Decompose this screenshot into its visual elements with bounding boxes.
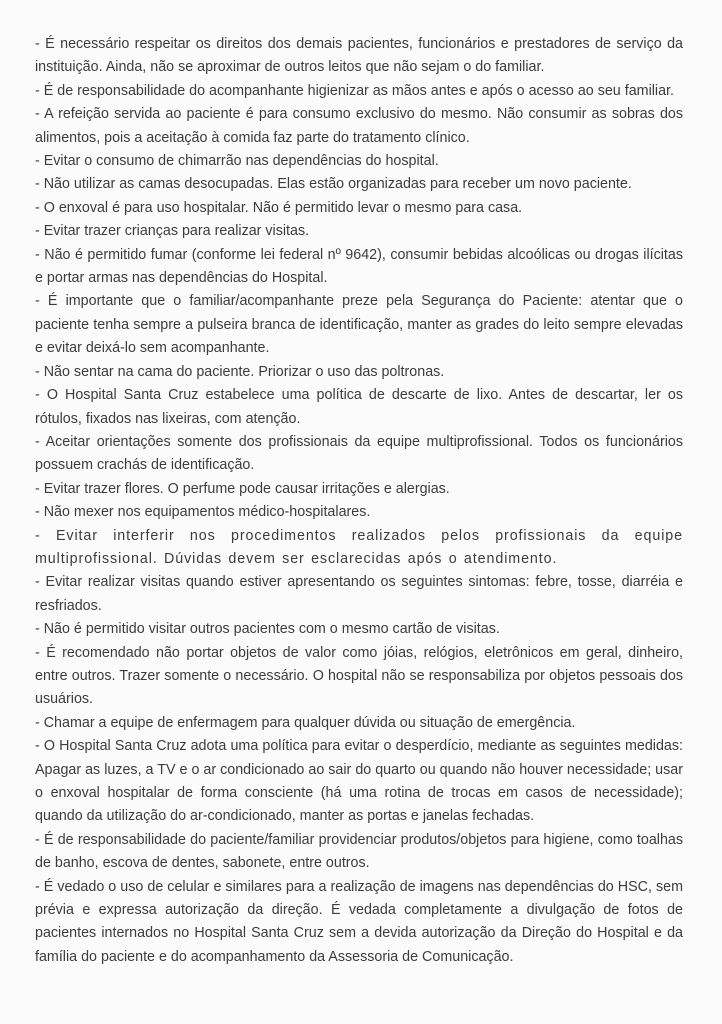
rule-item: - Não mexer nos equipamentos médico-hospitalares. [35,504,371,521]
rule-item: - Evitar trazer crianças para realizar visitas. [35,223,310,240]
rule-item: - É de responsabilidade do paciente/familiar providenciar produtos/objetos para higiene, como toalhas de banho, escova de dentes, sabonete, entre outros. [35,831,683,872]
rule-item: - Chamar a equipe de enfermagem para qualquer dúvida ou situação de emergência. [35,714,576,731]
rule-item: - É vedado o uso de celular e similares para a realização de imagens nas dependências do HSC, sem prévia e expressa autorização da direção. É vedada completamente a divulgação de fotos de pacientes internados no Hospital Santa Cruz sem a devida autorização da Direção do Hospital e da família do paciente e do acompanhamento da Assessoria de Comunicação. [35,878,683,965]
rule-item: - Evitar o consumo de chimarrão nas dependências do hospital. [35,153,439,170]
rule-item: - É recomendado não portar objetos de valor como jóias, relógios, eletrônicos em geral, dinheiro, entre outros. Trazer somente o necessário. O hospital não se responsabiliza por objetos pessoais dos usuários. [35,644,683,708]
rule-item: - O enxoval é para uso hospitalar. Não é permitido levar o mesmo para casa. [35,199,523,216]
rule-item: - Evitar interferir nos procedimentos realizados pelos profissionais da equipe multiprofissional. Dúvidas devem ser esclarecidas após o atendimento. [35,527,683,567]
rule-item: - Evitar trazer flores. O perfume pode causar irritações e alergias. [35,480,450,497]
rule-item: - Não utilizar as camas desocupadas. Elas estão organizadas para receber um novo paciente. [35,176,632,193]
rule-item: - Não é permitido fumar (conforme lei federal nº 9642), consumir bebidas alcoólicas ou drogas ilícitas e portar armas nas dependências do Hospital. [35,246,683,287]
rule-item: - O Hospital Santa Cruz estabelece uma política de descarte de lixo. Antes de descartar, ler os rótulos, fixados nas lixeiras, com atenção. [35,387,683,427]
rule-item: - É importante que o familiar/acompanhante preze pela Segurança do Paciente: atentar que o paciente tenha sempre a pulseira branca de identificação, manter as grades do leito sempre elevadas e evitar deixá-lo sem acompanhante. [35,293,683,357]
rule-item: - O Hospital Santa Cruz adota uma política para evitar o desperdício, mediante as seguintes medidas: Apagar as luzes, a TV e o ar condicionado ao sair do quarto ou quando não houver necessidade; usar o enxoval hospitalar de forma consciente (há uma rotina de trocas em casos de necessidade); quando da utilização do ar-condicionado, manter as portas e janelas fechadas. [35,738,683,825]
rule-item: - É de responsabilidade do acompanhante higienizar as mãos antes e após o acesso ao seu familiar. [35,82,674,99]
rule-item: - Evitar realizar visitas quando estiver apresentando os seguintes sintomas: febre, tosse, diarréia e resfriados. [35,574,683,614]
rule-item: - Aceitar orientações somente dos profissionais da equipe multiprofissional. Todos os funcionários possuem crachás de identificação. [35,433,683,474]
rule-item: - É necessário respeitar os direitos dos demais pacientes, funcionários e prestadores de serviço da instituição. Ainda, não se aproximar de outros leitos que não sejam o do familiar. [35,36,683,76]
rules-list [35,33,683,969]
rule-item: - Não sentar na cama do paciente. Priorizar o uso das poltronas. [35,363,445,380]
rule-item: - A refeição servida ao paciente é para consumo exclusivo do mesmo. Não consumir as sobras dos alimentos, pois a aceitação à comida faz parte do tratamento clínico. [35,106,683,146]
rule-item: - Não é permitido visitar outros pacientes com o mesmo cartão de visitas. [35,621,500,638]
